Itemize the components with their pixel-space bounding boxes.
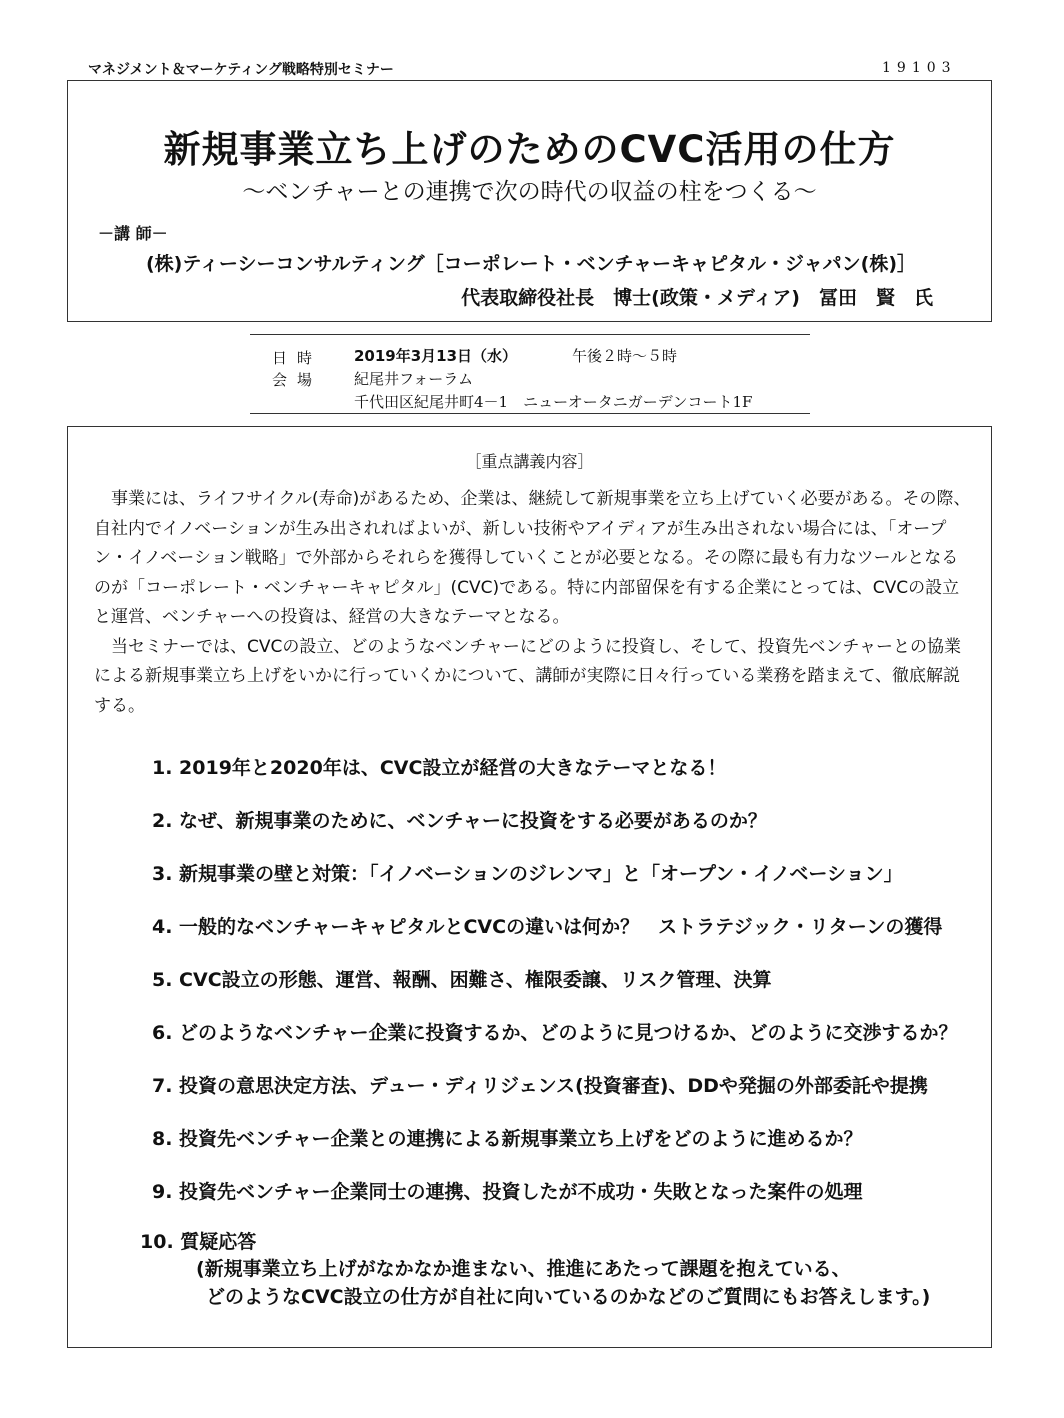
section-heading: ［重点講義内容］ bbox=[465, 452, 594, 471]
content-box bbox=[67, 426, 992, 1348]
intro-text bbox=[94, 485, 974, 721]
info-divider-top bbox=[250, 334, 810, 335]
topic-item: 3. 新規事業の壁と対策：「イノベーションのジレンマ」と「オープン・イノベーション」 bbox=[152, 863, 903, 885]
venue-name: 紀尾井フォーラム bbox=[354, 370, 474, 388]
lecturer-label: －講 師－ bbox=[98, 224, 168, 243]
topic-note: どのようなCVC設立の仕方が自社に向いているのかなどのご質問にもお答えします。) bbox=[206, 1286, 931, 1308]
venue-label: 会場 bbox=[272, 371, 323, 389]
topic-note: (新規事業立ち上げがなかなか進まない、推進にあたって課題を抱えている、 bbox=[196, 1258, 851, 1280]
lecturer-name: 代表取締役社長 博士(政策・メディア) 冨田 賢 氏 bbox=[461, 287, 933, 309]
topic-item: 1. 2019年と2020年は、CVC設立が経営の大きなテーマとなる！ bbox=[152, 757, 727, 779]
topic-item: 10. 質疑応答 bbox=[140, 1231, 257, 1253]
topic-item: 6. どのようなベンチャー企業に投資するか、どのように見つけるか、どのように交渉するか？ bbox=[152, 1022, 958, 1044]
title-box bbox=[67, 80, 992, 322]
intro-paragraph: 当セミナーでは、CVCの設立、どのようなベンチャーにどのように投資し、そして、投資先ベンチャーとの協業による新規事業立ち上げをいかに行っていくかについて、講師が実際に日々行っている業務を踏まえて、徹底解説する。 bbox=[94, 636, 962, 716]
seminar-subtitle: ～ベンチャーとの連携で次の時代の収益の柱をつくる～ bbox=[242, 179, 817, 205]
seminar-time: 午後２時～５時 bbox=[572, 347, 678, 365]
lecturer-company: (株)ティーシーコンサルティング［コーポレート・ベンチャーキャピタル・ジャパン(株)］ bbox=[146, 253, 917, 275]
seminar-date: 2019年3月13日（水） bbox=[354, 347, 518, 365]
seminar-title: 新規事業立ち上げのためのCVC活用の仕方 bbox=[163, 128, 896, 171]
topic-item: 5. CVC設立の形態、運営、報酬、困難さ、権限委譲、リスク管理、決算 bbox=[152, 969, 772, 991]
topic-item: 9. 投資先ベンチャー企業同士の連携、投資したが不成功・失敗となった案件の処理 bbox=[152, 1181, 863, 1203]
intro-paragraph: 事業には、ライフサイクル(寿命)があるため、企業は、継続して新規事業を立ち上げていく必要がある。その際、自社内でイノベーションが生み出されればよいが、新しい技術やアイディアが生み出されない場合には、「オープン・イノベーション戦略」で外部からそれらを獲得していくことが必要となる。その際に最も有力なツールとなるのが「コーポレート・ベンチャーキャピタル」(CVC)である。特に内部留保を有する企業にとっては、CVCの設立と運営、ベンチャーへの投資は、経営の大きなテーマとなる。 bbox=[94, 489, 971, 627]
series-name: マネジメント＆マーケティング戦略特別セミナー bbox=[88, 62, 394, 78]
venue-address: 千代田区紀尾井町4－1 ニューオータニガーデンコート1F bbox=[354, 393, 753, 411]
topic-item: 8. 投資先ベンチャー企業との連携による新規事業立ち上げをどのように進めるか？ bbox=[152, 1128, 863, 1150]
info-divider-bottom bbox=[250, 413, 810, 414]
topic-item: 7. 投資の意思決定方法、デュー・ディリジェンス(投資審査)、DDや発掘の外部委託や提携 bbox=[152, 1075, 928, 1097]
date-label: 日時 bbox=[272, 349, 323, 367]
seminar-code: 19103 bbox=[882, 60, 957, 76]
topic-item: 4. 一般的なベンチャーキャピタルとCVCの違いは何か？ ストラテジック・リターンの獲得 bbox=[152, 916, 943, 938]
topic-item: 2. なぜ、新規事業のために、ベンチャーに投資をする必要があるのか？ bbox=[152, 810, 767, 832]
